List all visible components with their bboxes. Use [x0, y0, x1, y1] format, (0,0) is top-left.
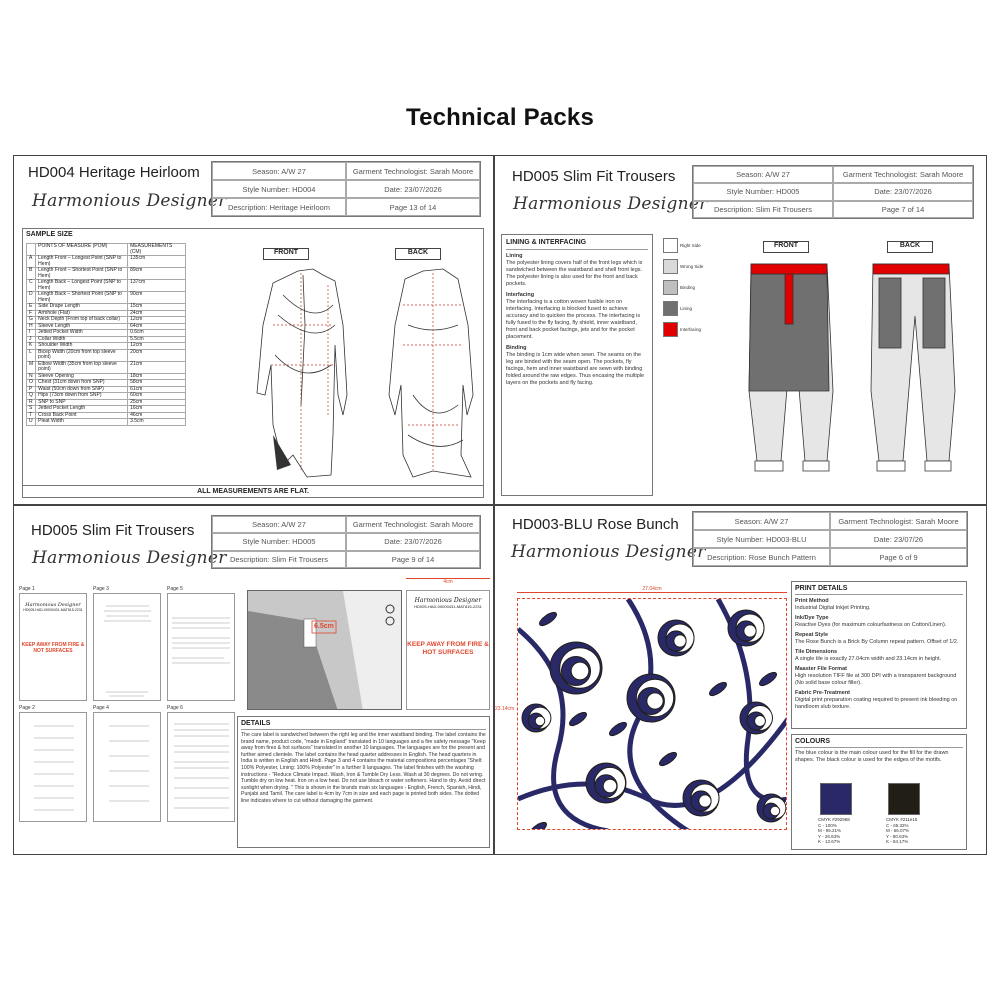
pom-description: Collar Width — [36, 336, 128, 343]
swatch-value: CMYK #292968 — [818, 817, 850, 822]
print-detail-heading: Fabric Pre-Treatment — [795, 690, 851, 696]
pom-description: SNP to SNP — [36, 399, 128, 406]
pom-code: O — [27, 380, 36, 387]
tile-width-dimension: 27.04cm — [517, 586, 787, 593]
front-flat-drawing — [257, 269, 347, 477]
legend-item — [663, 320, 743, 338]
meas-col-header: MEASUREMENTS (CM) — [128, 244, 186, 256]
pom-measurement: 25cm — [128, 399, 186, 406]
mini-brand: Harmonious Designer — [414, 597, 482, 604]
sample-size-box — [22, 228, 484, 498]
legend-swatch — [663, 301, 678, 316]
pom-description: Pleat Width — [36, 419, 128, 426]
mini-brand: Harmonious Designer — [25, 602, 81, 608]
placement-drawing — [248, 591, 402, 710]
pom-code: R — [27, 399, 36, 406]
leaf-motif — [608, 720, 629, 738]
print-detail-heading: Ink/Dye Type — [795, 615, 829, 621]
sheet-title: HD005 Slim Fit Trousers — [31, 522, 195, 539]
pom-col-header: POINTS OF MEASURE (POM) — [36, 244, 128, 256]
pom-measurement: 15cm — [128, 304, 186, 311]
legend-item — [663, 278, 743, 296]
pom-measurement: 12cm — [128, 317, 186, 324]
swatch-value: K - 13.67% — [818, 839, 841, 844]
colours-text: The blue colour is the main colour used for the fill for the drawn shapes. The black colour is used for the edges of the motifs. — [795, 750, 949, 763]
pom-description: Neck Depth (From top of back collar) — [36, 317, 128, 324]
pom-measurement: 21cm — [128, 361, 186, 373]
page-number: Page 7 of 14 — [833, 201, 973, 218]
print-details-list — [795, 598, 963, 711]
season: Season: A/W 27 — [212, 516, 346, 533]
back-trouser-drawing — [871, 264, 955, 471]
pom-code: F — [27, 310, 36, 317]
brand-logo: Harmonious Designer — [32, 191, 227, 211]
pom-measurement: 46cm — [128, 412, 186, 419]
print-detail-text: Reactive Dyes (for maximum colourfastness on Cotton/Linen). — [795, 622, 947, 628]
placement-dimension: 6.5cm — [314, 623, 334, 630]
pom-code: H — [27, 323, 36, 330]
pom-code: C — [27, 280, 36, 292]
blue-swatch-values — [818, 817, 850, 845]
description: Description: Slim Fit Trousers — [693, 201, 833, 218]
front-label: FRONT — [263, 248, 309, 260]
pom-code: E — [27, 304, 36, 311]
style-number: Style Number: HD004 — [212, 180, 346, 198]
date: Date: 23/07/26 — [830, 530, 967, 548]
rose-motif — [522, 704, 551, 732]
season: Season: A/W 27 — [693, 166, 833, 183]
swatch-value: M - 95.21% — [818, 828, 842, 833]
pom-row — [27, 361, 186, 373]
legend-label: Wrong Side — [680, 263, 704, 269]
leaf-motif — [528, 820, 549, 830]
pom-measurement: 90cm — [128, 292, 186, 304]
pom-measurement: 12cm — [128, 343, 186, 350]
description: Description: Slim Fit Trousers — [212, 551, 346, 568]
season: Season: A/W 27 — [212, 162, 346, 180]
rose-motif — [586, 763, 626, 803]
pom-description: Waist (50cm down from SNP) — [36, 386, 128, 393]
rose-motif — [728, 610, 764, 646]
leaf-motif — [538, 610, 559, 628]
label-width-dimension: 4cm — [406, 578, 490, 585]
print-details-box — [791, 581, 967, 729]
lining-heading: Lining — [506, 253, 523, 259]
technologist: Garment Technologist: Sarah Moore — [830, 512, 967, 530]
fire-warning: KEEP AWAY FROM FIRE & NOT SURFACES — [21, 642, 85, 654]
technologist: Garment Technologist: Sarah Moore — [346, 516, 480, 533]
fire-warning: KEEP AWAY FROM FIRE & HOT SURFACES — [407, 641, 489, 656]
care-label-placement-image — [247, 590, 402, 710]
swatch-value: CMYK #211e15 — [886, 817, 918, 822]
pom-measurement: 64cm — [128, 323, 186, 330]
print-detail-text: Industrial Digital Inkjet Printing. — [795, 605, 871, 611]
pom-description: Shoulder Width — [36, 343, 128, 350]
pom-code: I — [27, 330, 36, 337]
brand-logo: Harmonious Designer — [32, 548, 227, 568]
date: Date: 23/07/2026 — [346, 533, 480, 550]
pom-measurement: 16cm — [128, 406, 186, 413]
pom-description: Length Front – Shortest Point (SNP to Hem) — [36, 268, 128, 280]
details-text: The care label is sandwiched between the right leg and the inner waistband binding. The label contains the brand name, product code, "made in England" translated in 10 languages and a fire safety message "Keep away from fires & hot surfaces" translated in another 10 languages. The languages are for the present and further aimed clientele. The label contains the head quarter addresses in English. The head quarters in India is written in English and Hindi. Page 3 and 4 contains the material compositions percentages "Shell: 100% Polyester, Lining: 100% Polyester" in a further 9 languages. The label finishes with the washing instructions - "Reduce Climate Impact. Wash, Iron & Tumble Dry Less. Wash at 30 degrees. Do not wring. Tumble dry on low heat. Iron on a low heat. Do not use bleach or water softeners. Hand to dry. Avoid direct sunlight when drying. " This is shown in the brands main six languages - English, French, Spanish, Hindi, Punjabi and Tamil. The care label is 4cm by 7cm in size and each page is printed both sides. The dotted line indicates where to cut without damaging the garment. — [241, 732, 486, 804]
page-number: Page 9 of 14 — [346, 551, 480, 568]
legend-item — [663, 299, 743, 317]
legend-swatch — [663, 280, 678, 295]
print-detail-text: The Rose Bunch is a Brick By Column repeat pattern. Offset of 1/2. — [795, 639, 959, 645]
techpack-slim-fit-care-label — [13, 505, 494, 855]
pom-measurement: 3.5cm — [128, 419, 186, 426]
page-label: Page 1 — [19, 586, 35, 592]
rose-motif — [627, 674, 675, 722]
back-label: BACK — [395, 248, 441, 260]
date: Date: 23/07/2026 — [833, 183, 973, 200]
pom-description: Jetted Pocket Width — [36, 330, 128, 337]
page-label: Page 2 — [19, 705, 35, 711]
black-swatch — [888, 783, 920, 815]
leaf-motif — [568, 710, 589, 728]
rose-bunch-print — [517, 598, 787, 830]
techpack-slim-fit-lining — [494, 155, 987, 505]
legend-swatch — [663, 322, 678, 337]
blue-swatch — [820, 783, 852, 815]
measurement-footer: ALL MEASUREMENTS ARE FLAT. — [23, 485, 483, 495]
swatch-value: K - 84.17% — [886, 839, 909, 844]
back-label: BACK — [887, 241, 933, 253]
pom-description: Hips (73cm down from SNP) — [36, 393, 128, 400]
print-detail-text: Digital print preparation coating required to present ink bleeding on handloom slub texture. — [795, 697, 958, 710]
sheet-title: HD004 Heritage Heirloom — [28, 164, 200, 181]
pom-measurement: 137cm — [128, 280, 186, 292]
pom-measurement: 20cm — [128, 349, 186, 361]
front-shadow — [273, 435, 291, 470]
description: Description: Rose Bunch Pattern — [693, 548, 830, 566]
pom-code: L — [27, 349, 36, 361]
pom-row — [27, 256, 186, 268]
pom-measurement: 89cm — [128, 268, 186, 280]
legend-item — [663, 236, 743, 254]
colours-heading: COLOURS — [795, 738, 830, 745]
trousers-flats — [743, 256, 983, 486]
pom-description: Cross Back Point — [36, 412, 128, 419]
pom-description: Length Front – Longest Point (SNP to Hem) — [36, 256, 128, 268]
date: Date: 23/07/2026 — [346, 180, 480, 198]
legend-item — [663, 257, 743, 275]
back-measure-lines — [403, 273, 463, 470]
pom-row — [27, 349, 186, 361]
label-code: HD005-HAD-00000431-MAT815-2231 — [414, 604, 482, 609]
lining-interfacing-box — [501, 234, 653, 496]
pom-measurement: 135cm — [128, 256, 186, 268]
pom-measurement: 24cm — [128, 310, 186, 317]
rose-motif — [757, 794, 786, 822]
page-label: Page 4 — [93, 705, 109, 711]
legend-label: Lining — [680, 305, 693, 311]
pom-code: K — [27, 343, 36, 350]
rose-motif — [550, 642, 602, 694]
fabric-legend — [663, 236, 743, 341]
swatch-value: Y - 80.63% — [886, 833, 909, 839]
pom-code: M — [27, 361, 36, 373]
sheet-header — [692, 165, 974, 219]
details-box — [237, 716, 490, 848]
front-label: FRONT — [763, 241, 809, 253]
pom-description: Jetted Pocket Length — [36, 406, 128, 413]
pom-measurement: 18cm — [128, 373, 186, 380]
pom-measurement: 5.5cm — [128, 336, 186, 343]
style-number: Style Number: HD005 — [693, 183, 833, 200]
pom-measurement: 0.6cm — [128, 330, 186, 337]
print-detail-text: A single tile is exactly 27.04cm width and 23.14cm in height. — [795, 656, 942, 662]
label-code: HD005-HAD-00000431-MAT815-2231 — [23, 608, 83, 612]
leaf-motif — [658, 750, 679, 768]
legend-swatch — [663, 238, 678, 253]
pom-description: Sleeve Opening — [36, 373, 128, 380]
leaf-motif — [758, 670, 779, 688]
print-detail-heading: Repeat Style — [795, 632, 829, 638]
page-number: Page 6 of 9 — [830, 548, 967, 566]
season: Season: A/W 27 — [693, 512, 830, 530]
page-label: Page 5 — [167, 586, 183, 592]
pom-description: Side Drape Length — [36, 304, 128, 311]
page-label: Page 3 — [93, 586, 109, 592]
binding-heading: Binding — [506, 345, 527, 351]
back-flat-drawing — [389, 269, 473, 477]
page-number: Page 13 of 14 — [346, 198, 480, 216]
brand-logo: Harmonious Designer — [511, 542, 706, 562]
legend-label: Binding — [680, 284, 696, 290]
pom-code: Q — [27, 393, 36, 400]
description: Description: Heritage Heirloom — [212, 198, 346, 216]
leaf-motif — [708, 680, 729, 698]
pom-description: Elbow Width (35cm from top sleeve point) — [36, 361, 128, 373]
rose-motif — [683, 780, 719, 816]
black-swatch-values — [886, 817, 917, 845]
pom-measurement: 58cm — [128, 380, 186, 387]
pom-code: P — [27, 386, 36, 393]
sheet-header — [211, 161, 481, 217]
page-title: Technical Packs — [406, 104, 594, 131]
pom-measurement: 61cm — [128, 386, 186, 393]
section-heading: LINING & INTERFACING — [506, 239, 587, 246]
pom-code: B — [27, 268, 36, 280]
lining-text: The polyester lining covers half of the front legs which is sandwiched between the waistband and shell front legs. The polyester lining is also used for the front and back pockets. — [506, 260, 643, 287]
pom-description: Chest (31cm down from SNP) — [36, 380, 128, 387]
swatch-value: C - 100% — [818, 822, 837, 828]
print-detail-heading: Maaster File Format — [795, 666, 847, 672]
pom-code: N — [27, 373, 36, 380]
swatch-value: C - 65.32% — [886, 822, 909, 828]
style-number: Style Number: HD005 — [212, 533, 346, 550]
pom-description: Sleeve Length — [36, 323, 128, 330]
page-label: Page 6 — [167, 705, 183, 711]
rose-motif — [740, 702, 772, 734]
techpack-rose-bunch — [494, 505, 987, 855]
pom-row — [27, 419, 186, 426]
sheet-title: HD003-BLU Rose Bunch — [512, 516, 679, 533]
brand-logo: Harmonious Designer — [513, 194, 708, 214]
tile-height-dimension: 23.14cm — [495, 706, 515, 712]
interfacing-text: The interfacing is a cotton woven fusible iron on interfacing. Interfacing is blocked fused to achieve accuracy and to quicken the process. The interfacing is fully fused to the fly facing, fly shield, inner waistband, front and back pocket facings, jets and for the pocket placement. — [506, 299, 641, 340]
pom-row — [27, 292, 186, 304]
swatch-value: Y - 26.63% — [818, 833, 841, 839]
sample-size-heading: SAMPLE SIZE — [26, 231, 73, 238]
rose-motif — [658, 620, 694, 656]
legend-label: Right Side — [680, 242, 701, 248]
pom-code: S — [27, 406, 36, 413]
pom-code: D — [27, 292, 36, 304]
binding-text: The binding is 1cm wide when sewn. The seams on the leg are binded with the seam open. The pockets, fly facings, hem and inner waistband are sewn with binding folded around the raw edges. Thus encasing the multiple layers on the pockets and fly facing. — [506, 352, 645, 386]
print-detail-heading: Tile Dimensions — [795, 649, 838, 655]
sheet-title: HD005 Slim Fit Trousers — [512, 168, 676, 185]
print-detail-heading: Print Method — [795, 598, 829, 604]
front-trouser-drawing — [749, 264, 833, 471]
interfacing-heading: Interfacing — [506, 292, 535, 298]
print-details-heading: PRINT DETAILS — [795, 585, 848, 592]
legend-swatch — [663, 259, 678, 274]
print-detail-text: High resolution TIFF file at 300 DPI with a transparent background (No solid base colour filler). — [795, 673, 957, 686]
details-heading: DETAILS — [241, 720, 271, 727]
pom-description: Length Back – Longest Point (SNP to Hem) — [36, 280, 128, 292]
pom-row — [27, 280, 186, 292]
pom-code: J — [27, 336, 36, 343]
technologist: Garment Technologist: Sarah Moore — [833, 166, 973, 183]
pom-description: Length Back – Shortest Point (SNP to Hem) — [36, 292, 128, 304]
care-label-enlarged — [406, 590, 490, 710]
pom-description: Armhole (Flat) — [36, 310, 128, 317]
swatch-value: M - 66.07% — [886, 828, 910, 833]
pom-code: G — [27, 317, 36, 324]
pom-row — [27, 268, 186, 280]
pom-code: T — [27, 412, 36, 419]
pom-code: U — [27, 419, 36, 426]
legend-label: Interfacing — [680, 326, 702, 332]
garment-flats — [243, 265, 483, 481]
pom-table — [26, 243, 186, 426]
style-number: Style Number: HD003-BLU — [693, 530, 830, 548]
pom-measurement: 60cm — [128, 393, 186, 400]
pom-description: Bicep Width (20cm from top sleeve point) — [36, 349, 128, 361]
colours-box — [791, 734, 967, 850]
technologist: Garment Technologist: Sarah Moore — [346, 162, 480, 180]
pom-code: A — [27, 256, 36, 268]
sheet-header — [692, 511, 968, 567]
techpack-heritage-heirloom — [13, 155, 494, 505]
